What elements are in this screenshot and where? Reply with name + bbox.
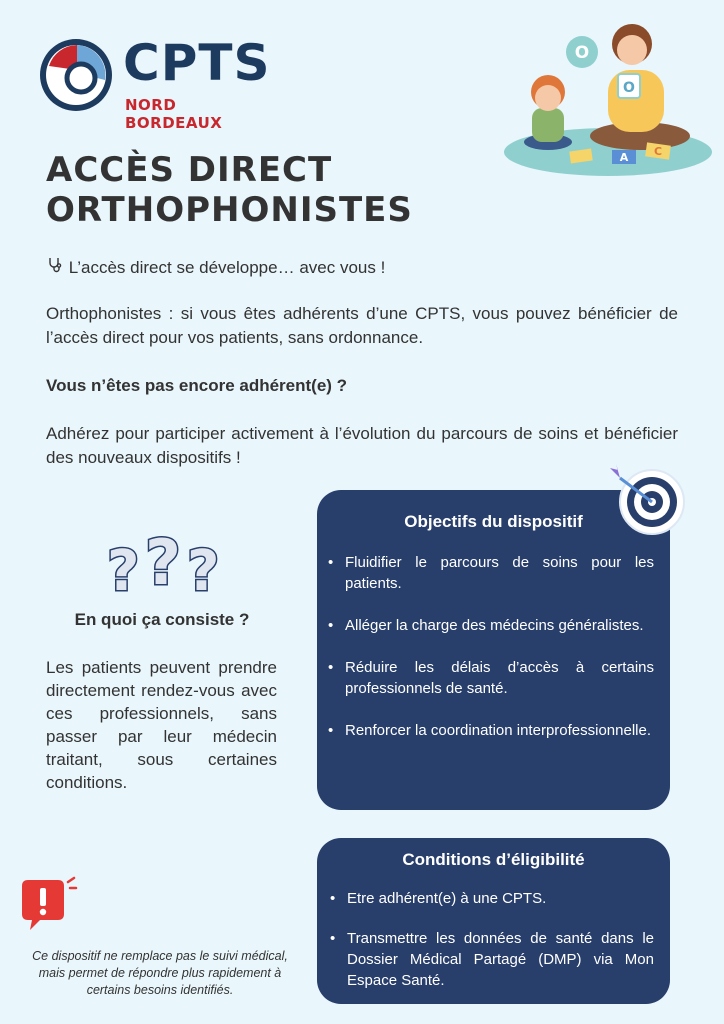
eligibility-card [317, 838, 670, 1004]
eligibility-list [347, 888, 654, 991]
stethoscope-icon [46, 256, 64, 280]
logo-name: CPTS [123, 34, 271, 92]
consist-heading: En quoi ça consiste ? [74, 610, 250, 629]
intro-lead [46, 256, 678, 280]
svg-text:C: C [653, 145, 663, 158]
objective-item: • Fluidifier le parcours de soins pour les patients. [345, 552, 654, 594]
svg-text:?: ? [187, 539, 220, 600]
intro-paragraph: Orthophonistes : si vous êtes adhérents d’une CPTS, vous pouvez bénéficier de l’accès direct pour vos patients, sans ordonnance. [46, 304, 678, 347]
objectives-title: Objectifs du dispositif [404, 512, 583, 531]
consist-text: Les patients peuvent prendre directement rendez-vous avec ces professionnels, sans passer par leur médecin traitant, sous certaines conditions. [46, 658, 277, 792]
svg-text:?: ? [107, 539, 140, 600]
title-line-2: ORTHOPHONISTES [46, 190, 413, 230]
objective-item: • Alléger la charge des médecins généralistes. [345, 615, 654, 636]
svg-text:O: O [623, 80, 635, 96]
svg-text:A: A [619, 151, 629, 164]
eligibility-title: Conditions d’éligibilité [402, 850, 585, 869]
intro-lead-text: L’accès direct se développe… avec vous ! [68, 258, 386, 277]
objective-item: • Renforcer la coordination interprofessionnelle. [345, 720, 654, 741]
target-icon [608, 462, 688, 538]
title-line-1: ACCÈS DIRECT [46, 150, 333, 190]
speech-bubble-icon [566, 36, 598, 68]
cpts-logo-icon [37, 36, 115, 114]
alert-icon [18, 876, 78, 934]
objectives-list [345, 552, 654, 741]
svg-text:O: O [574, 43, 590, 63]
question-marks-icon [105, 528, 229, 600]
cpts-logo [37, 34, 277, 132]
hero-illustration [500, 12, 712, 182]
eligibility-item: • Etre adhérent(e) à une CPTS. [347, 888, 654, 909]
objectives-card [317, 490, 670, 810]
disclaimer-note: Ce dispositif ne remplace pas le suivi médical, mais permet de répondre plus rapidement à certains besoins identifiés. [32, 949, 288, 997]
page-title [46, 150, 413, 230]
eligibility-item: • Transmettre les données de santé dans le Dossier Médical Partagé (DMP) via Mon Espace Santé. [347, 928, 654, 991]
logo-subtitle: NORD BORDEAUX [125, 96, 223, 132]
membership-question: Vous n’êtes pas encore adhérent(e) ? [46, 376, 348, 395]
svg-text:?: ? [145, 528, 181, 599]
child-figure [524, 75, 572, 150]
therapist-figure [590, 24, 690, 150]
objective-item: • Réduire les délais d’accès à certains professionnels de santé. [345, 657, 654, 699]
membership-cta: Adhérez pour participer activement à l’évolution du parcours de soins et bénéficier des nouveaux dispositifs ! [46, 424, 678, 467]
